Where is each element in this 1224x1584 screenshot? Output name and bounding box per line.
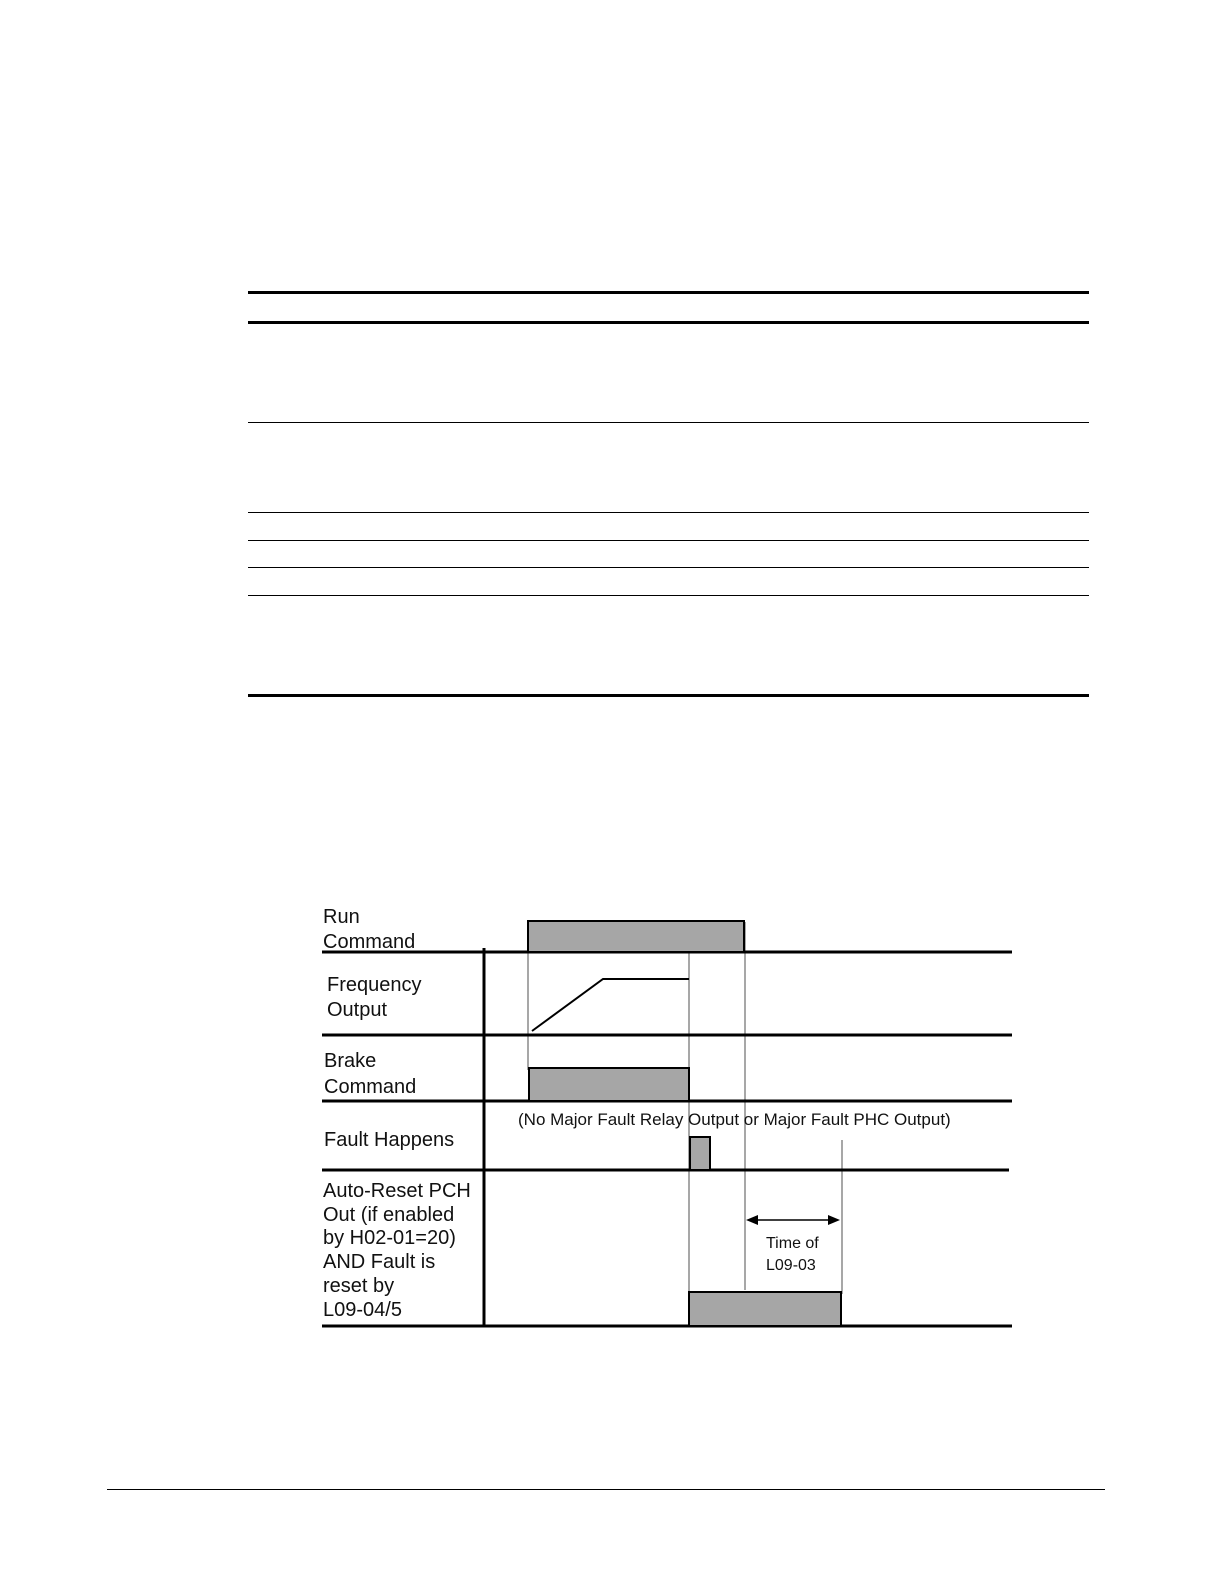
table-row-divider [248, 540, 1089, 541]
run-command-pulse [528, 921, 744, 952]
table-row-divider [248, 422, 1089, 423]
table-row-divider [248, 567, 1089, 568]
time-label: Time of L09-03 [766, 1235, 819, 1274]
fault-note: (No Major Fault Relay Output or Major Fault PHC Output) [518, 1110, 951, 1129]
label-frequency-output: Frequency Output [327, 974, 422, 1021]
label-run-command: Run Command [323, 906, 416, 953]
footer-rule [107, 1489, 1105, 1490]
label-fault-happens: Fault Happens [324, 1129, 455, 1151]
arrowhead-right [828, 1215, 840, 1225]
table-top-rule [248, 291, 1089, 294]
arrowhead-left [746, 1215, 758, 1225]
table-header-rule [248, 321, 1089, 324]
table-row-divider [248, 595, 1089, 596]
table-bottom-rule [248, 694, 1089, 697]
timing-diagram [300, 890, 1040, 1350]
label-auto-reset: Auto-Reset PCH Out (if enabled by H02-01=20) AND Fault is reset by L09-04/5 [323, 1180, 471, 1321]
brake-command-pulse [529, 1068, 689, 1101]
label-brake-command: Brake Command [324, 1050, 417, 1098]
fault-pulse [690, 1137, 710, 1170]
auto-reset-pulse [689, 1292, 841, 1326]
frequency-ramp [532, 979, 689, 1031]
table-row-divider [248, 512, 1089, 513]
